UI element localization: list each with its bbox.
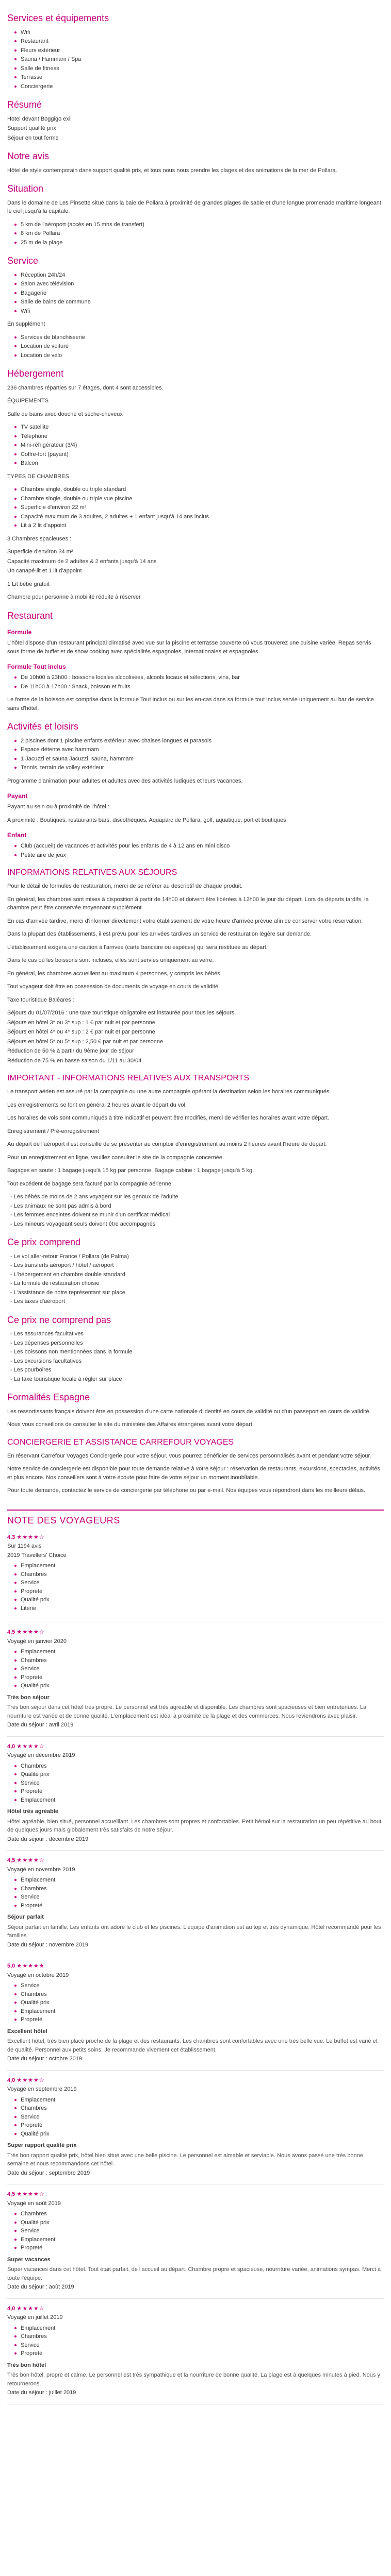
equipements-title: ÉQUIPEMENTS (7, 398, 49, 404)
service-extra-title: En supplément (7, 321, 45, 327)
review-item (7, 1622, 384, 1737)
review-score: Qualité prix (14, 1770, 384, 1779)
review-date: Voyagé en novembre 2019 (7, 1866, 75, 1873)
important-p4: Au départ de l'aéroport il est conseillé de se présenter au comptoir d'enregistrement au moins 2 heures avant l'heure de départ. (7, 1141, 327, 1147)
formule-text: L'hôtel dispose d'un restaurant principal climatisé avec vue sur la piscine et terrasse couverte où vous trouverez une cuisine variée. Repas servis sous forme de buffet et de show cooking avec spécialités espagnoles, internationales et espagnoles. (7, 640, 371, 655)
compris-item: - La formule de restauration choisie (10, 1279, 384, 1288)
resume-section (7, 99, 384, 142)
review-score: Emplacement (14, 2235, 384, 2244)
activites-section (7, 721, 384, 859)
resume-lines (7, 115, 384, 143)
review-score: Service (14, 1893, 384, 1902)
review-score: Propreté (14, 2121, 384, 2130)
review-stay-date: Date du séjour : avril 2019 (7, 1722, 74, 1728)
activite-item: Espace détente avec hammam (14, 745, 384, 754)
paying-detail: A proximité : Boutiques, restaurants bars, discothèques, Aquaparc de Pollara, golf, aquatique, port et boutiques (7, 817, 286, 823)
date-line: Réduction de 75 % en basse saison du 1/11 au 30/04 (7, 1057, 142, 1064)
review-scores (7, 2210, 384, 2252)
date-line: Séjours en hôtel 4* ou 4* sup : 2 € par nuit et par personne (7, 1029, 155, 1035)
non-compris-item: - La taxe touristique locale à régler sur place (10, 1375, 384, 1384)
review-score: Propreté (14, 1902, 384, 1910)
review-score: Propreté (14, 2349, 384, 2358)
service-extra-item: Location de vélo (14, 351, 384, 360)
score-name: Service (14, 1579, 384, 1587)
review-score: Emplacement (14, 2096, 384, 2105)
review-score: Service (14, 1665, 384, 1673)
prix-non-comprend-title: Ce prix ne comprend pas (7, 1314, 111, 1325)
review-scores (7, 2096, 384, 2139)
enfant-item: Petite aire de jeux (14, 851, 384, 860)
review-text: Séjour parfait en famille. Les enfants ont adoré le club et les piscines. L'équipe d'animation est au top et très dynamique. Hôtel recommandé pour les familles. (7, 1924, 381, 1939)
review-scores (7, 1762, 384, 1805)
infos-p2: En général, les chambres sont mises à disposition à partir de 14h00 et doivent être libérées à 12h00 le jour du départ. Lors de départs tardifs, la chambre peut être conservée moyennant supplément. (7, 896, 369, 911)
conciergerie-p3: Pour toute demande, contactez le service de conciergerie par téléphone ou par e-mail. Nos équipes vous répondront dans les meilleurs délais. (7, 1487, 366, 1494)
formalites-title: Formalités Espagne (7, 1392, 90, 1402)
review-score: Chambres (14, 2104, 384, 2113)
services-section (7, 12, 384, 91)
review-score: Qualité prix (14, 1682, 384, 1690)
important-item: - Les bébés de moins de 2 ans voyagent sur les genoux de l'adulte (10, 1193, 384, 1201)
review-score: Service (14, 2227, 384, 2235)
non-compris-item: - Les pourboires (10, 1366, 384, 1375)
sup-line: Superficie d'environ 34 m² (7, 549, 73, 555)
service-item: Fleurs extérieur (14, 46, 384, 55)
enfant-item: Club (accueil) de vacances et activités pour les enfants de 4 à 12 ans en mini disco (14, 842, 384, 851)
service-item: Bagagerie (14, 289, 384, 298)
prix-comprend-title: Ce prix comprend (7, 1237, 81, 1247)
hebergement-title: Hébergement (7, 368, 64, 379)
review-title: Hôtel très agréable (7, 1808, 59, 1815)
activite-item: 1 Jacuzzi et sauna Jacuzzi, sauna, hammam (14, 755, 384, 764)
review-rating-line (7, 2076, 384, 2085)
review-score: Chambres (14, 1885, 384, 1893)
review-item (7, 1956, 384, 2071)
score-name: Chambres (14, 1570, 384, 1579)
important-p2: Les enregistrements se font en général 2 heures avant le départ du vol. (7, 1101, 187, 1108)
types-title: TYPES DE CHAMBRES (7, 473, 69, 480)
review-score: Chambres (14, 2332, 384, 2341)
date-line: Séjours du 01/07/2016 : une taxe touristique obligatoire est instaurée pour tous les séjours. (7, 1010, 236, 1016)
equipements-text: Salle de bains avec douche et sèche-cheveux (7, 411, 123, 417)
equipement-item: Coffre-fort (payant) (14, 450, 384, 459)
infos-p8: Tout voyageur doit être en possession de documents de voyage en cours de validité. (7, 984, 220, 990)
review-date: Voyagé en janvier 2020 (7, 1638, 67, 1645)
review-text: Hôtel agréable, bien situé, personnel accueillant. Les chambres sont propres et confortables. Petit bémol sur la restauration un peu répétitive au bout de quelques jours mais globalement très satisfaits de notre séjour. (7, 1818, 382, 1833)
types-list (7, 485, 384, 530)
sup-lines (7, 548, 384, 575)
review-stars: ★★★★★ (17, 1963, 45, 1969)
review-rating: 4,5 (7, 1857, 17, 1863)
hebergement-section (7, 368, 384, 602)
review-rating-line (7, 1856, 384, 1865)
situation-item: 25 m de la plage (14, 239, 384, 247)
situation-item: 5 km de l'aéroport (accès en 15 mns de transfert) (14, 221, 384, 229)
important-p5: Pour un enregistrement en ligne, veuillez consulter le site de la compagnie concernée. (7, 1154, 224, 1161)
important-item: - Les mineurs voyageant seuls doivent être accompagnés (10, 1220, 384, 1229)
review-score: Chambres (14, 1990, 384, 1999)
infos-title: INFORMATIONS RELATIVES AUX SÉJOURS (7, 868, 177, 877)
review-text: Super vacances dans cet hôtel. Tout était parfait, de l'accueil au départ. Chambre propre et spacieuse, nourriture variée, animations sympas. Merci à toute l'équipe. (7, 2266, 381, 2281)
review-stay-date: Date du séjour : septembre 2019 (7, 2170, 90, 2176)
reviews-section (7, 1510, 384, 2404)
important-item: - Les femmes enceintes doivent se munir d'un certificat médical (10, 1211, 384, 1219)
review-score: Service (14, 2113, 384, 2122)
reviews-average-stars: ★★★★☆ (17, 1534, 45, 1540)
review-score: Propreté (14, 1787, 384, 1796)
service-item: Salle de bains de commune (14, 298, 384, 307)
review-scores (7, 1981, 384, 2024)
dates-title: Taxe touristique Baléares : (7, 996, 74, 1003)
notre-avis-section (7, 150, 384, 175)
review-score: Qualité prix (14, 2218, 384, 2227)
prix-non-comprend-list (7, 1330, 384, 1383)
service-item: Wifi (14, 307, 384, 316)
baby-bed: 1 Lit bébé gratuit (7, 581, 50, 587)
non-compris-item: - Les boissons non mentionnées dans la formule (10, 1348, 384, 1357)
review-text: Très bon rapport qualité prix, hôtel bien situé avec une belle piscine. Le personnel est aimable et serviable. Nous avons passé une très bonne semaine et nous recommandons cet hôtel. (7, 2152, 363, 2167)
dates-lines (7, 1009, 384, 1065)
review-rating-line (7, 2304, 384, 2313)
notre-avis-text: Hôtel de style contemporain dans support qualité prix, et tous nous nous prendre les plages et des animations de la mer de Pollara. (7, 167, 337, 174)
service-title: Service (7, 256, 39, 266)
review-stay-date: Date du séjour : décembre 2019 (7, 1836, 89, 1842)
conciergerie-p1: En réservant Carrefour Voyages Conciergerie pour votre séjour, vous pourrez bénéficier de services personnalisés avant et pendant votre séjour. (7, 1452, 371, 1459)
resume-line: Support qualité prix (7, 125, 56, 131)
infos-p3: En cas d'arrivée tardive, merci d'informer directement votre établissement de votre heure d'arrivée prévue afin de conserver votre réservation. (7, 918, 363, 924)
infos-section (7, 868, 384, 1065)
review-score: Chambres (14, 1762, 384, 1771)
review-score: Chambres (14, 1656, 384, 1665)
important-title: IMPORTANT - INFORMATIONS RELATIVES AUX TRANSPORTS (7, 1074, 250, 1082)
review-scores (7, 2324, 384, 2358)
infos-p6: Dans le cas où les boissons sont incluses, elles sont servies uniquement au verre. (7, 957, 214, 963)
service-item: Terrasse (14, 73, 384, 82)
service-item: Wifi (14, 28, 384, 37)
compris-item: - Le vol aller-retour France / Pollara (de Palma) (10, 1252, 384, 1261)
service-list (7, 271, 384, 316)
services-title: Services et équipements (7, 13, 109, 23)
service-item: Sauna / Hammam / Spa (14, 55, 384, 64)
review-score: Service (14, 1779, 384, 1788)
service-item: Conciergerie (14, 82, 384, 91)
reviews-average-value: 4.3 (7, 1534, 15, 1540)
service-extra-list (7, 333, 384, 360)
review-title: Super rapport qualité prix (7, 2142, 77, 2148)
review-score: Emplacement (14, 1876, 384, 1885)
equipements-list (7, 423, 384, 468)
reviews-score-names (7, 1562, 384, 1613)
service-item: Salon avec télévision (14, 280, 384, 289)
reviews-source: 2019 Travellers' Choice (7, 1552, 67, 1558)
activites-title: Activités et loisirs (7, 721, 79, 732)
important-p6: Bagages en soute : 1 bagage jusqu'à 15 kg par personne. Bagage cabine : 1 bagage jusqu'à 5 kg. (7, 1167, 254, 1174)
infos-p1: Pour le détail de formules de restauration, merci de se référer au descriptif de chaque produit. (7, 883, 243, 889)
review-score: Propreté (14, 2015, 384, 2024)
program-text: Programme d'animation pour adultes et adultes avec des activités ludiques et leurs vacances. (7, 777, 243, 784)
review-scores (7, 1876, 384, 1910)
reviews-average (7, 1533, 384, 1542)
formule-item: De 11h00 à 17h00 : Snack, boisson et fruits (14, 683, 384, 691)
restaurant-title: Restaurant (7, 610, 53, 621)
compris-item: - Les transferts aéroport / hôtel / aéroport (10, 1261, 384, 1270)
review-item (7, 2299, 384, 2404)
service-item: Restaurant (14, 37, 384, 46)
review-stars: ★★★★☆ (17, 2191, 45, 2197)
review-title: Très bon séjour (7, 1694, 50, 1701)
review-rating: 4,5 (7, 2191, 17, 2197)
important-p1: Le transport aérien est assuré par la compagnie ou une autre compagnie opérant la destination selon les horaires communiqués. (7, 1089, 331, 1095)
review-text: Très bon hôtel, propre et calme. Le personnel est très sympathique et la nourriture de bonne qualité. La plage est à quelques minutes à pied. Nous y retournerons. (7, 2372, 380, 2387)
infos-p5: L'établissement exigera une caution à l'arrivée (carte bancaire ou espèces) qui sera restituée au départ. (7, 944, 268, 951)
score-name: Literie (14, 1604, 384, 1613)
review-stay-date: Date du séjour : novembre 2019 (7, 1941, 89, 1948)
review-item (7, 2071, 384, 2185)
room-type-item: Chambre single, double ou triple vue piscine (14, 495, 384, 503)
review-stars: ★★★★☆ (17, 1743, 45, 1750)
date-line: Réduction de 50 % à partir du 9ème jour de séjour (7, 1048, 134, 1054)
restaurant-section (7, 610, 384, 713)
review-stay-date: Date du séjour : juillet 2019 (7, 2389, 76, 2396)
review-title: Super vacances (7, 2256, 51, 2263)
formalites-section (7, 1392, 384, 1429)
enfant-list (7, 842, 384, 859)
conciergerie-section (7, 1437, 384, 1495)
review-stay-date: Date du séjour : août 2019 (7, 2284, 74, 2290)
review-score: Propreté (14, 2244, 384, 2252)
sup-line: Capacité maximum de 2 adultes & 2 enfants jusqu'à 14 ans (7, 558, 157, 565)
situation-list (7, 221, 384, 247)
reviews-list (7, 1622, 384, 2404)
review-rating-line (7, 1628, 384, 1637)
resume-title: Résumé (7, 99, 42, 110)
review-item (7, 2184, 384, 2299)
review-text: Très bon séjour dans cet hôtel très propre. Le personnel est très agréable et disponible. Les chambres sont spacieuses et bien entretenues. La nourriture est variée et de bonne qualité. L'emplacement est idéal à proximité de la plage et des commerces. Nous reviendrons avec plaisir. (7, 1704, 367, 1719)
sup-line: Un canapé-lit et 1 lit d'appoint (7, 568, 82, 574)
review-rating-line (7, 1742, 384, 1751)
score-name: Qualité prix (14, 1596, 384, 1604)
important-list (7, 1193, 384, 1228)
non-compris-item: - Les dépenses personnelles (10, 1339, 384, 1348)
formule-item: De 10h00 à 23h00 : boissons locales alcoolisées, alcools locaux et sélections, vins, bar (14, 673, 384, 682)
room-type-item: Capacité maximum de 3 adultes, 2 adultes + 1 enfant jusqu'à 14 ans inclus (14, 513, 384, 521)
important-item: - Les animaux ne sont pas admis à bord (10, 1202, 384, 1211)
restaurant-note: Le forme de la boisson est comprise dans la formule Tout inclus ou sur les en-cas dans sa formule tout inclus servie uniquement au bar de service sans d'hôtel. (7, 697, 374, 711)
review-score: Emplacement (14, 1796, 384, 1805)
equipement-item: Mini-réfrigérateur (3/4) (14, 441, 384, 450)
formalites-text: Les ressortissants français doivent être en possession d'une carte nationale d'identité en cours de validité ou d'un passeport en cours de validité. (7, 1408, 371, 1415)
review-score: Qualité prix (14, 2130, 384, 2139)
review-rating-line (7, 2190, 384, 2199)
formalites-text2: Nous vous conseillons de consulter le site du ministère des Affaires étrangères avant votre départ. (7, 1421, 254, 1428)
review-rating-line (7, 1962, 384, 1971)
review-date: Voyagé en juillet 2019 (7, 2314, 63, 2320)
service-item: Salle de fitness (14, 64, 384, 73)
review-stars: ★★★★☆ (17, 1629, 45, 1635)
review-score: Qualité prix (14, 1998, 384, 2007)
review-stars: ★★★★☆ (17, 2305, 45, 2312)
important-p7: Tout excédent de bagage sera facturé par la compagnie aérienne. (7, 1180, 173, 1187)
review-text: Excellent hôtel, très bien placé proche de la plage et des restaurants. Les chambres sont confortables avec une très belle vue. Le buffet est varié et de qualité. Personnel aux petits soins. Je recommande vivement cet établissement. (7, 2038, 378, 2053)
review-rating: 4,0 (7, 2077, 17, 2083)
prix-comprend-section (7, 1236, 384, 1306)
review-rating: 4,0 (7, 2305, 17, 2312)
review-date: Voyagé en décembre 2019 (7, 1752, 75, 1758)
sup-title: 3 Chambres spacieuses : (7, 535, 72, 542)
review-score: Emplacement (14, 2324, 384, 2333)
compris-item: - L'assistance de notre représentant sur place (10, 1289, 384, 1297)
date-line: Séjours en hôtel 5* ou 5* sup : 2,50 € par nuit et par personne (7, 1038, 164, 1045)
situation-section (7, 183, 384, 247)
bag-title: Enregistrement / Pré-enregistrement (7, 1128, 99, 1134)
review-date: Voyagé en octobre 2019 (7, 1972, 69, 1978)
review-score: Emplacement (14, 2007, 384, 2016)
infos-p7: En général, les chambres accueillent au maximum 4 personnes, y compris les bébés. (7, 970, 222, 977)
review-title: Séjour parfait (7, 1914, 44, 1920)
review-stay-date: Date du séjour : octobre 2019 (7, 2056, 82, 2062)
resume-line: Hotel devant Boggigo exil (7, 115, 72, 122)
conciergerie-p2: Notre service de conciergerie est disponible pour toute demande relative à votre séjour : réservation de restaurants, excursions, spectacles, activités et plus encore. Nos conseillers sont à votre écoute pour faire de votre séjour un moment inoubliable. (7, 1466, 380, 1481)
review-title: Très bon hôtel (7, 2362, 46, 2368)
reviews-header: NOTE DES VOYAGEURS (7, 1510, 384, 1528)
non-compris-item: - Les excursions facultatives (10, 1357, 384, 1366)
prix-comprend-list (7, 1252, 384, 1306)
non-compris-item: - Les assurances facultatives (10, 1330, 384, 1338)
date-line: Séjours en hôtel 3* ou 3* sup : 1 € par nuit et par personne (7, 1019, 155, 1026)
review-date: Voyagé en août 2019 (7, 2200, 61, 2207)
formule2-label: Formule Tout inclus (7, 663, 66, 670)
service-item: Réception 24h/24 (14, 271, 384, 280)
review-score: Emplacement (14, 1648, 384, 1656)
review-rating: 4,5 (7, 1629, 17, 1635)
important-p3: Les horaires de vols sont communiqués à titre indicatif et peuvent être modifiés, merci de vérifier les horaires avant votre départ. (7, 1115, 330, 1121)
equipement-item: Balcon (14, 459, 384, 468)
review-score: Chambres (14, 2210, 384, 2218)
enfant-title: Enfant (7, 832, 27, 839)
room-type-item: Superficie d'environ 22 m² (14, 503, 384, 512)
service-extra-item: Services de blanchisserie (14, 333, 384, 342)
review-title: Excellent hôtel (7, 2028, 47, 2035)
service-extra-item: Location de voiture (14, 342, 384, 351)
situation-text: Dans le domaine de Les Pinsette situé dans la baie de Pollara à proximité de grandes plages de sable et d'une longue promenade maritime longeant le ciel jusqu'à la capitale. (7, 199, 381, 214)
room-type-item: Chambre single, double ou triple standard (14, 485, 384, 494)
paying-text: Payant au sein ou à proximité de l'hôtel : (7, 804, 109, 810)
infos-p4: Dans la plupart des établissements, il est prévu pour les arrivées tardives un service de restauration légère sur demande. (7, 931, 312, 937)
activites-list (7, 737, 384, 772)
situation-item: 8 km de Pollara (14, 229, 384, 238)
reviews-summary (7, 1528, 384, 1623)
formule2-list (7, 673, 384, 691)
compris-item: - Les taxes d'aéroport (10, 1297, 384, 1306)
equipement-item: TV satellite (14, 423, 384, 432)
paying-title: Payant (7, 792, 28, 800)
compris-item: - L'hébergement en chambre double standard (10, 1270, 384, 1279)
reviews-count: Sur 1194 avis (7, 1543, 42, 1549)
review-score: Service (14, 2341, 384, 2350)
review-score: Service (14, 1981, 384, 1990)
review-score: Propreté (14, 1673, 384, 1682)
service-section (7, 255, 384, 360)
review-scores (7, 1648, 384, 1690)
review-stars: ★★★★☆ (17, 2077, 45, 2083)
score-name: Propreté (14, 1587, 384, 1596)
activite-item: 2 piscines dont 1 piscine enfants extérieur avec chaises longues et parasols (14, 737, 384, 745)
room-type-item: Lit à 2 lit d'appoint (14, 521, 384, 530)
activite-item: Tennis, terrain de volley extérieur (14, 764, 384, 772)
situation-title: Situation (7, 183, 44, 194)
resume-line: Séjour en tout ferme (7, 134, 59, 141)
prix-non-comprend-section (7, 1314, 384, 1384)
review-stars: ★★★★☆ (17, 1857, 45, 1863)
hebergement-note: Chambre pour personne à mobilité réduite à réserver (7, 594, 141, 600)
score-name: Emplacement (14, 1562, 384, 1570)
hebergement-intro: 236 chambres réparties sur 7 étages, dont 4 sont accessibles. (7, 384, 164, 391)
review-item (7, 1737, 384, 1851)
review-item (7, 1851, 384, 1956)
review-rating: 4,0 (7, 1743, 17, 1750)
services-list (7, 28, 384, 91)
formule-label: Formule (7, 629, 32, 636)
important-section (7, 1073, 384, 1228)
conciergerie-title: CONCIERGERIE ET ASSISTANCE CARREFOUR VOYAGES (7, 1437, 234, 1447)
review-rating: 5,0 (7, 1963, 17, 1969)
review-date: Voyagé en septembre 2019 (7, 2086, 77, 2092)
equipement-item: Téléphone (14, 432, 384, 441)
notre-avis-title: Notre avis (7, 151, 50, 161)
